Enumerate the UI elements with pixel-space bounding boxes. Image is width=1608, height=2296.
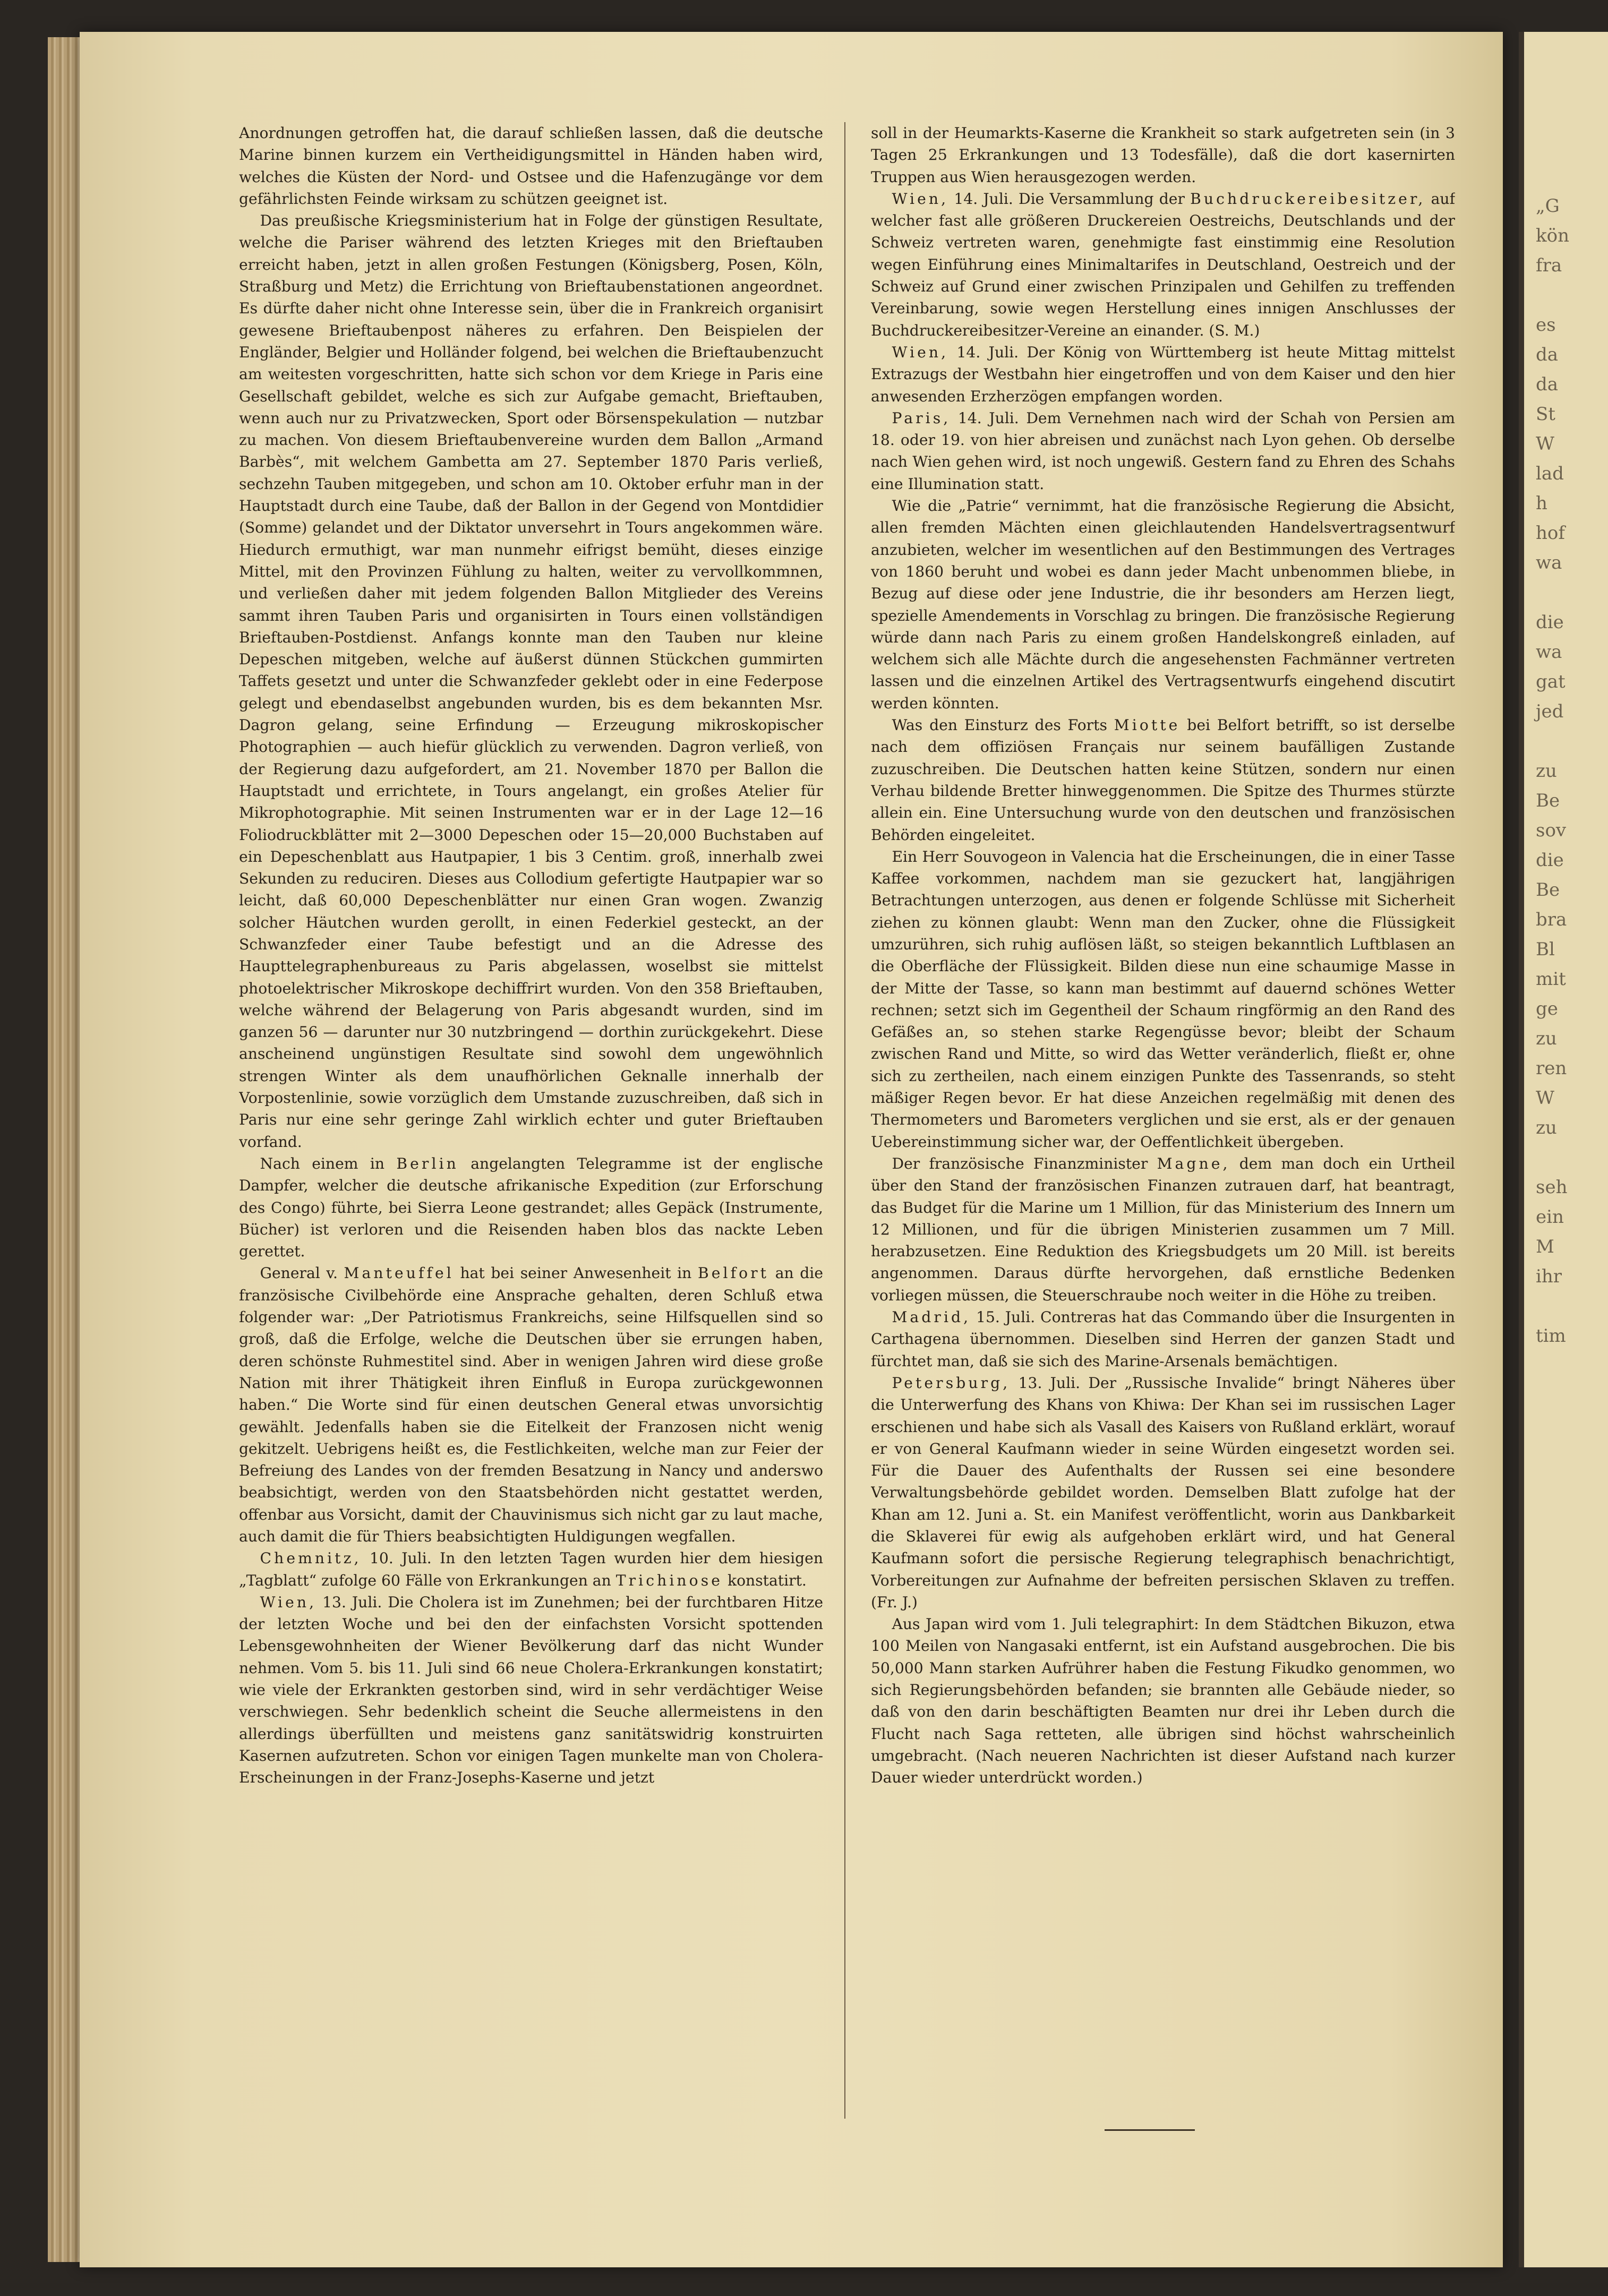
dateline-date: 14. Juli. [956, 343, 1019, 361]
emphasized-word: Trichinose [615, 1571, 723, 1589]
next-page-fragment: „G kön fra es da da St W lad h hof wa die wa gat jed zu Be sov die Be bra Bl mit ge zu ren W zu seh ein M ihr tim [1536, 195, 1569, 1347]
article-paragraph [239, 1591, 823, 1789]
paragraph-text: konstatirt. [727, 1571, 807, 1589]
left-column [239, 122, 823, 2140]
paragraph-text: Der „Russische Invalide“ bringt Näheres über die Unterwerfung des Khans von Khiwa: Der Khan sei im russischen Lager erschienen und habe sich als Vasall des Kaisers von Rußland erklärt, worauf er von General Kaufmann wieder in seine Würden eingesetzt worden sei. Für die Dauer des Aufenthalts der Russen sei eine besondere Verwaltungsbehörde gebildet worden. Demselben Blatt zufolge hat der Khan am 12. Juni a. St. ein Manifest veröffentlicht, worin aus Dankbarkeit die Sklaverei für ewig als aufgehoben erklärt wird, und hat General Kaufmann sofort die persische Regierung telegraphisch benachrichtigt, Vorbereitungen zur Aufnahme der befreiten persischen Sklaven zu treffen. [871, 1374, 1455, 1589]
dateline-city: Berlin [396, 1154, 459, 1172]
article-paragraph [871, 714, 1455, 846]
article-paragraph [871, 341, 1455, 407]
source-signature: (Fr. J.) [871, 1593, 918, 1611]
paragraph-text: Die Versammlung der [1019, 190, 1185, 208]
article-paragraph: Aus Japan wird vom 1. Juli telegraphirt: In dem Städtchen Bikuzon, etwa 100 Meilen von Nangasaki entfernt, ist ein Aufstand ausgebrochen. Die bis 50,000 Mann starken Aufrührer haben die Festung Fikudko genommen, wo sich Regierungsbehörden befanden; sie brannten alle Gebäude nieder, so daß von den darin beschäftigten Beamten nur drei ihr Leben durch die Flucht nach Saga retteten, alle übrigen sind höchst wahrscheinlich umgebracht. (Nach neueren Nachrichten ist dieser Aufstand nach kurzer Dauer wieder unterdrückt worden.) [871, 1615, 1455, 1787]
article-paragraph [871, 1306, 1455, 1372]
article-paragraph [239, 1547, 823, 1591]
article-paragraph: Ein Herr Souvogeon in Valencia hat die Erscheinungen, die in einer Tasse Kaffee vorkommen, nachdem man sie gezuckert hat, langjährigen Betrachtungen unterzogen, aus denen er folgende Schlüsse mit Sicherheit ziehen zu können glaubt: Wenn man den Zucker, ohne die Flüssigkeit umzurühren, sich ruhig auflösen läßt, so steigen bekanntlich Luftblasen an die Oberfläche der Flüssigkeit. Bilden diese nun eine schaumige Masse in der Mitte der Tasse, so kann man bestimmt auf dauernd schönes Wetter rechnen; setzt sich im Gegentheil der Schaum ringförmig an den Rand des Gefäßes an, so stehen starke Regengüsse bevor; bleibt der Schaum zwischen Rand und Mitte, so wird das Wetter veränderlich, fließt er, ohne sich zu zertheilen, nach einem einzigen Punkte des Tassenrands, so steht mäßiger Regen bevor. Er hat diese Anzeichen regelmäßig mit denen des Thermometers und Barometers verglichen und sie erst, als er der genauen Uebereinstimmung sicher war, der Oeffentlichkeit übergeben. [871, 847, 1455, 1151]
paragraph-text: Nach einem in [260, 1154, 385, 1172]
article-paragraph [239, 1262, 823, 1547]
source-signature: (S. M.) [1209, 321, 1260, 339]
paragraph-text: bei Belfort betrifft, so ist derselbe nach dem offiziösen Français nur seinem baufälligen Zustande zuzuschreiben. Die Deutschen hatten keine Stützen, sondern nur einen Verhau bildende Bretter hinweggenommen. Die Spitze des Thurmes stürzte allein ein. Eine Untersuchung wurde von den deutschen und französischen Behörden eingeleitet. [871, 716, 1455, 844]
article-paragraph [871, 1153, 1455, 1306]
article-paragraph [871, 1372, 1455, 1613]
paragraph-text: hat bei seiner Anwesenheit in [460, 1264, 692, 1282]
paragraph-text: Contreras hat das Commando über die Insurgenten in Carthagena übernommen. Dieselben sind Herren der ganzen Stadt und fürchtet man, daß sie sich des Marine-Arsenals bemächtigen. [871, 1308, 1455, 1370]
paragraph-text: Der König von Württemberg ist heute Mittag mittelst Extrazugs der Westbahn hier eingetroffen und von dem Kaiser und den hier anwesenden Erzherzögen empfangen worden. [871, 343, 1455, 405]
paragraph-text: auf welcher fast alle größeren Druckereien Oestreichs, Deutschlands und der Schweiz vertreten waren, genehmigte fast einstimmig eine Resolution wegen Einführung eines Minimaltarifes in Deutschland, Oestreich und der Schweiz auf Grund einer zwischen Prinzipalen und Gehilfen zu treffenden Vereinbarung, sowie wegen Herstellung eines innigen Anschlusses der Buchdruckereibesitzer-Vereine an einander. [871, 190, 1455, 339]
paragraph-text: an die französische Civilbehörde eine Ansprache gehalten, deren Schluß etwa folgender war: „Der Patriotismus Frankreichs, seine Hilfsquellen sind so groß, daß die Erfolge, welche die Deutschen über sie errungen haben, deren schönste Ruhmestitel sind. Aber in wenigen Jahren wird diese große Nation mit ihrer Thätigkeit ihren Einfluß in Europa zurückgewonnen haben.“ Die Worte sind für einen deutschen General etwas unvorsichtig gewählt. Jedenfalls haben sie die Eitelkeit der Franzosen nicht wenig gekitzelt. Uebrigens heißt es, die Festlichkeiten, welche man zur Feier der Befreiung des Landes von der fremden Besatzung in Nancy und anderswo beabsichtigt, werden von den Staatsbehörden nicht gestattet werden, offenbar aus Vorsicht, damit der Chauvinismus sich nicht gar zu laut mache, auch damit die für Thiers beabsichtigten Huldigungen wegfallen. [239, 1264, 823, 1545]
dateline-city: Petersburg, [892, 1374, 1011, 1392]
paragraph-text: General v. [260, 1264, 338, 1282]
dateline-city: Paris, [892, 409, 951, 427]
paragraph-text: angelangten Telegramme ist der englische Dampfer, welcher die deutsche afrikanische Expedition (zur Erforschung des Congo) führte, bei Sierra Leone gestrandet; alles Gepäck (Instrumente, Bücher) ist verloren und die Reisenden haben blos das nackte Leben gerettet. [239, 1154, 823, 1261]
article-paragraph [871, 407, 1455, 495]
dateline-city: Wien, [260, 1593, 317, 1611]
dateline-city: Wien, [892, 190, 949, 208]
article-paragraph: soll in der Heumarkts-Kaserne die Krankheit so stark aufgetreten sein (in 3 Tagen 25 Erkrankungen und 13 Todesfälle), daß die dort kasernirten Truppen aus Wien herausgezogen werden. [871, 124, 1455, 186]
emphasized-word: Buchdruckereibesitzer, [1190, 190, 1426, 208]
dateline-city: Chemnitz, [260, 1549, 362, 1567]
article-paragraph: Anordnungen getroffen hat, die darauf schließen lassen, daß die deutsche Marine binnen kurzem ein Vertheidigungsmittel in Händen haben wird, welches die Küsten der Nord- und Ostsee und die Hafenzugänge vor dem gefährlichsten Feinde wirksam zu schützen geeignet ist. [239, 124, 823, 208]
dateline-date: 14. Juli. [954, 190, 1013, 208]
column-divider [844, 122, 845, 2119]
dateline-date: 15. Juli. [976, 1308, 1036, 1326]
person-name: Manteuffel [344, 1264, 454, 1282]
dateline-city: Madrid, [892, 1308, 971, 1326]
article-paragraph: Wie die „Patrie“ vernimmt, hat die französische Regierung die Absicht, allen fremden Mächten einen gleichlautenden Handelsvertragsentwurf anzubieten, welcher im wesentlichen auf den Bestimmungen des Vertrages von 1860 beruht und wobei es dann jeder Macht unbenommen bliebe, in Bezug auf diese oder jene Industrie, die ihr besonders am Herzen liegt, spezielle Amendements in Vorschlag zu bringen. Die französische Regierung würde dann nach Paris zu einem großen Handelskongreß einladen, auf welchem sich alle Mächte durch die angesehensten Fachmänner vertreten lassen und die einzelnen Artikel des Vertragsentwurfs eingehend discutirt werden könnten. [871, 497, 1455, 712]
dateline-city: Belfort [697, 1264, 769, 1282]
paragraph-text: dem man doch ein Urtheil über den Stand der französischen Finanzen zutrauen darf, hat beantragt, das Budget für die Marine um 1 Million, für das Ministerium des Innern um 12 Millionen, und für die übrigen Ministerien zusammen um 7 Mill. herabzusetzen. Eine Reduktion des Kriegsbudgets um 20 Mill. ist bereits angenommen. Daraus dürfte hervorgehen, daß ernstliche Bedenken vorliegen müssen, die Steuerschraube noch weiter in die Höhe zu treiben. [871, 1154, 1455, 1304]
dateline-date: 13. Juli. [1018, 1374, 1081, 1392]
paragraph-text: In den letzten Tagen wurden hier dem hiesigen „Tagblatt“ zufolge 60 Fälle von Erkrankungen an [239, 1549, 823, 1589]
end-of-article-rule [1105, 2129, 1195, 2131]
dateline-date: 10. Juli. [370, 1549, 432, 1567]
paragraph-text: Dem Vernehmen nach wird der Schah von Persien am 18. oder 19. von hier abreisen und zunächst nach Lyon gehen. Ob derselbe nach Wien gehen wird, ist noch ungewiß. Gestern fand zu Ehren des Schahs eine Illumination statt. [871, 409, 1455, 493]
place-name: Miotte [1114, 716, 1181, 734]
person-name: Magne, [1157, 1154, 1230, 1172]
paragraph-text: Der französische Finanzminister [892, 1154, 1148, 1172]
dateline-city: Wien, [892, 343, 949, 361]
article-paragraph [871, 188, 1455, 341]
paragraph-text: Was den Einsturz des Forts [892, 716, 1107, 734]
dateline-date: 13. Juli. [322, 1593, 382, 1611]
article-paragraph [239, 1153, 823, 1262]
article-paragraph: Das preußische Kriegsministerium hat in Folge der günstigen Resultate, welche die Pariser während des letzten Krieges mit den Brieftauben erreicht haben, jetzt in allen großen Festungen (Königsberg, Posen, Köln, Straßburg und Metz) die Errichtung von Brieftaubenstationen angeordnet. Es dürfte daher nicht ohne Interesse sein, über die in Frankreich organisirt gewesene Brieftaubenpost näheres zu erfahren. Den Beispielen der Engländer, Belgier und Holländer folgend, bei welchen die Brieftaubenzucht am weitesten vorgeschritten, hatte sich schon vor dem Kriege in Paris eine Gesellschaft gebildet, welche es sich zur Aufgabe gemacht, Brieftauben, wenn auch nur zu Privatzwecken, Sport oder Börsenspekulation — nutzbar zu machen. Von diesem Brieftaubenvereine wurden dem Ballon „Armand Barbès“, mit welchem Gambetta am 27. September 1870 Paris verließ, sechzehn Tauben mitgegeben, und schon am 10. Oktober erfuhr man in der Hauptstadt durch eine Taube, daß der Ballon in der Gegend von Montdidier (Somme) gelandet und der Diktator unversehrt in Tours angekommen wäre. Hiedurch ermuthigt, war man nunmehr eifrigst bemüht, dieses einzige Mittel, mit den Provinzen Fühlung zu halten, weiter zu vervollkommnen, und verließen daher mit jedem folgenden Ballon Mitglieder des Vereins sammt ihren Tauben Paris und organisirten in Tours einen vollständigen Brieftauben-Postdienst. Anfangs konnte man den Tauben nur kleine Depeschen mitgeben, welche auf äußerst dünnen Stückchen gummirten Taffets gesetzt und unter die Schwanzfeder geklebt oder in eine Federpose gelegt und ebendaselbst angebunden wurden, bis es dem bekannten Msr. Dagron gelang, seine Erfindung — Erzeugung mikroskopischer Photographien — auch hiefür glücklich zu verwenden. Dagron verließ, von der Regierung dazu aufgefordert, am 21. November 1870 per Ballon die Hauptstadt und errichtete, in Tours angelangt, ein großes Atelier für Mikrophotographie. Mit seinen Instrumenten war er in der Lage 12—16 Foliodruckblätter mit 2—3000 Depeschen oder 15—20,000 Buchstaben auf ein Depeschenblatt aus Hautpapier, 1 bis 3 Centim. groß, innerhalb zwei Sekunden zu reduciren. Dieses aus Collodium gefertigte Hautpapier war so leicht, daß 60,000 Depeschenblätter nur einen Gran wogen. Zwanzig solcher Häutchen wurden gerollt, in einen Federkiel gesteckt, an der Schwanzfeder einer Taube befestigt und an die Adresse des Haupttelegraphenbureaus zu Paris abgelassen, woselbst sie mittelst photoelektrischer Mikroskope dechiffrirt wurden. Von den 358 Brieftauben, welche während der Belagerung von Paris abgesandt wurden, sind im ganzen 56 — darunter nur 30 nutzbringend — dorthin zurückgekehrt. Diese anscheinend ungünstigen Resultate sind sowohl dem ungewöhnlich strengen Winter als dem unaufhörlichen Geknalle innerhalb der Vorpostenlinie, sowie vorzüglich dem Umstande zuzuschreiben, daß sich in Paris nur eine sehr geringe Zahl wirklich echter und guter Brieftauben vorfand. [239, 212, 823, 1151]
next-page-edge [1519, 32, 1608, 2267]
right-column [871, 122, 1455, 2140]
dateline-date: 14. Juli. [957, 409, 1019, 427]
paragraph-text: Die Cholera ist im Zunehmen; bei der furchtbaren Hitze der letzten Woche und bei den der einfachsten Vorsicht spottenden Lebensgewohnheiten der Wiener Bevölkerung darf das nicht Wunder nehmen. Vom 5. bis 11. Juli sind 66 neue Cholera-Erkrankungen konstatirt; wie viele der Erkrankten gestorben sind, wird in sehr verdächtiger Weise verschwiegen. Sehr bedenklich scheint die Seuche allermeistens in den allerdings überfüllten und meistens ganz sanitätswidrig konstruirten Kasernen aufzutreten. Schon vor einigen Tagen munkelte man von Cholera-Erscheinungen in der Franz-Josephs-Kaserne und jetzt [239, 1593, 823, 1787]
